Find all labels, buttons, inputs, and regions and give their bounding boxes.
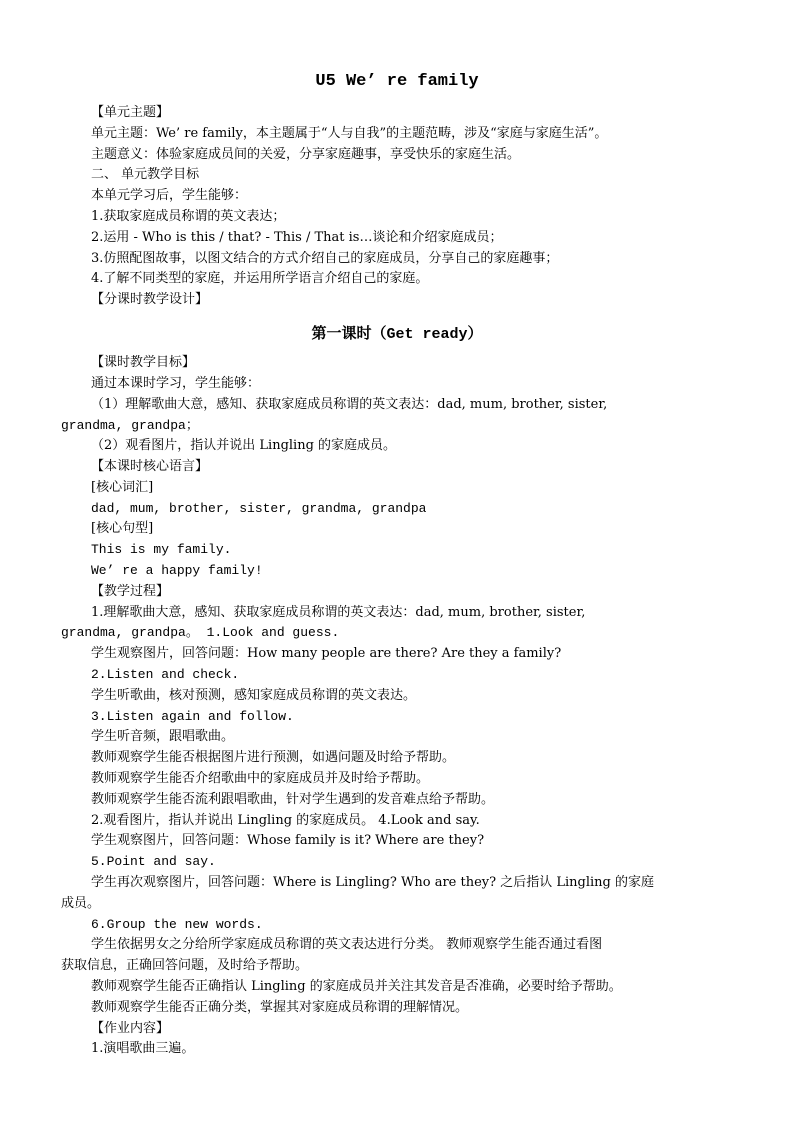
text-line: 学生听音频，跟唱歌曲。 xyxy=(91,729,235,744)
text-line: 1.演唱歌曲三遍。 xyxy=(91,1041,195,1056)
text-line: 获取信息，正确回答问题，及时给予帮助。 xyxy=(61,958,309,973)
text-line: 4.了解不同类型的家庭，并运用所学语言介绍自己的家庭。 xyxy=(91,271,429,286)
text-line: 学生观察图片，回答问题：Whose family is it? Where are they? xyxy=(91,833,485,848)
text-line: 成员。 xyxy=(61,896,101,911)
text-line: （2）观看图片，指认并说出 Lingling 的家庭成员。 xyxy=(91,438,397,453)
vocabulary-line: dad, mum, brother, sister, grandma, grandpa xyxy=(91,501,427,516)
text-line: 2.观看图片，指认并说出 Lingling 的家庭成员。 4.Look and say. xyxy=(91,813,480,828)
sentence-line: We’ re a happy family! xyxy=(91,563,263,578)
text-line: grandma, grandpa。 1.Look and guess. xyxy=(61,625,340,640)
lesson-title: 第一课时（Get ready） xyxy=(311,326,483,343)
text-line: 教师观察学生能否流利跟唱歌曲，针对学生遇到的发音难点给予帮助。 xyxy=(91,792,495,807)
text-line: 学生观察图片，回答问题：How many people are there? Are they a family? xyxy=(91,646,562,661)
section-heading: 【单元主题】 xyxy=(91,105,170,120)
text-line: 2.Listen and check. xyxy=(91,667,240,682)
text-line: 本单元学习后，学生能够： xyxy=(91,188,248,203)
text-line: 教师观察学生能否介绍歌曲中的家庭成员并及时给予帮助。 xyxy=(91,771,430,786)
text-line: 学生听歌曲，核对预测，感知家庭成员称谓的英文表达。 xyxy=(91,688,417,703)
section-heading: 二、 单元教学目标 xyxy=(91,167,200,182)
text-line: 教师观察学生能否正确指认 Lingling 的家庭成员并关注其发音是否准确，必要时给予帮助。 xyxy=(91,979,622,994)
text-line: 6.Group the new words. xyxy=(91,917,263,932)
text-line: grandma, grandpa； xyxy=(61,418,199,433)
section-heading: 【作业内容】 xyxy=(91,1021,170,1036)
text-line: 3.仿照配图故事，以图文结合的方式介绍自己的家庭成员，分享自己的家庭趣事； xyxy=(91,251,559,266)
text-line: [核心词汇] xyxy=(91,480,154,495)
text-line: 教师观察学生能否正确分类，掌握其对家庭成员称谓的理解情况。 xyxy=(91,1000,469,1015)
section-heading: 【课时教学目标】 xyxy=(91,355,196,370)
text-line: 单元主题：We’ re family，本主题属于“人与自我”的主题范畴，涉及“家庭与家庭生活”。 xyxy=(91,126,608,141)
text-line: 学生依据男女之分给所学家庭成员称谓的英文表达进行分类。 教师观察学生能否通过看图 xyxy=(91,937,603,952)
text-line: 5.Point and say. xyxy=(91,854,216,869)
text-line: 通过本课时学习，学生能够： xyxy=(91,376,261,391)
text-line: 教师观察学生能否根据图片进行预测，如遇问题及时给予帮助。 xyxy=(91,750,456,765)
section-heading: 【教学过程】 xyxy=(91,584,170,599)
text-line: 2.运用 - Who is this / that? - This / That is…谈论和介绍家庭成员； xyxy=(91,230,503,245)
text-line: 1.获取家庭成员称谓的英文表达； xyxy=(91,209,286,224)
text-line: 学生再次观察图片，回答问题：Where is Lingling? Who are they? 之后指认 Lingling 的家庭 xyxy=(91,875,655,890)
document-title: U5 We’ re family xyxy=(315,72,479,91)
sentence-line: This is my family. xyxy=(91,542,232,557)
text-line: 主题意义：体验家庭成员间的关爱，分享家庭趣事，享受快乐的家庭生活。 xyxy=(91,147,521,162)
text-line: [核心句型] xyxy=(91,521,154,536)
text-line: （1）理解歌曲大意，感知、获取家庭成员称谓的英文表达：dad, mum, brother, sister, xyxy=(91,397,608,412)
text-line: 3.Listen again and follow. xyxy=(91,709,294,724)
section-heading: 【本课时核心语言】 xyxy=(91,459,209,474)
section-heading: 【分课时教学设计】 xyxy=(91,292,209,307)
text-line: 1.理解歌曲大意，感知、获取家庭成员称谓的英文表达：dad, mum, brother, sister, xyxy=(91,605,586,620)
